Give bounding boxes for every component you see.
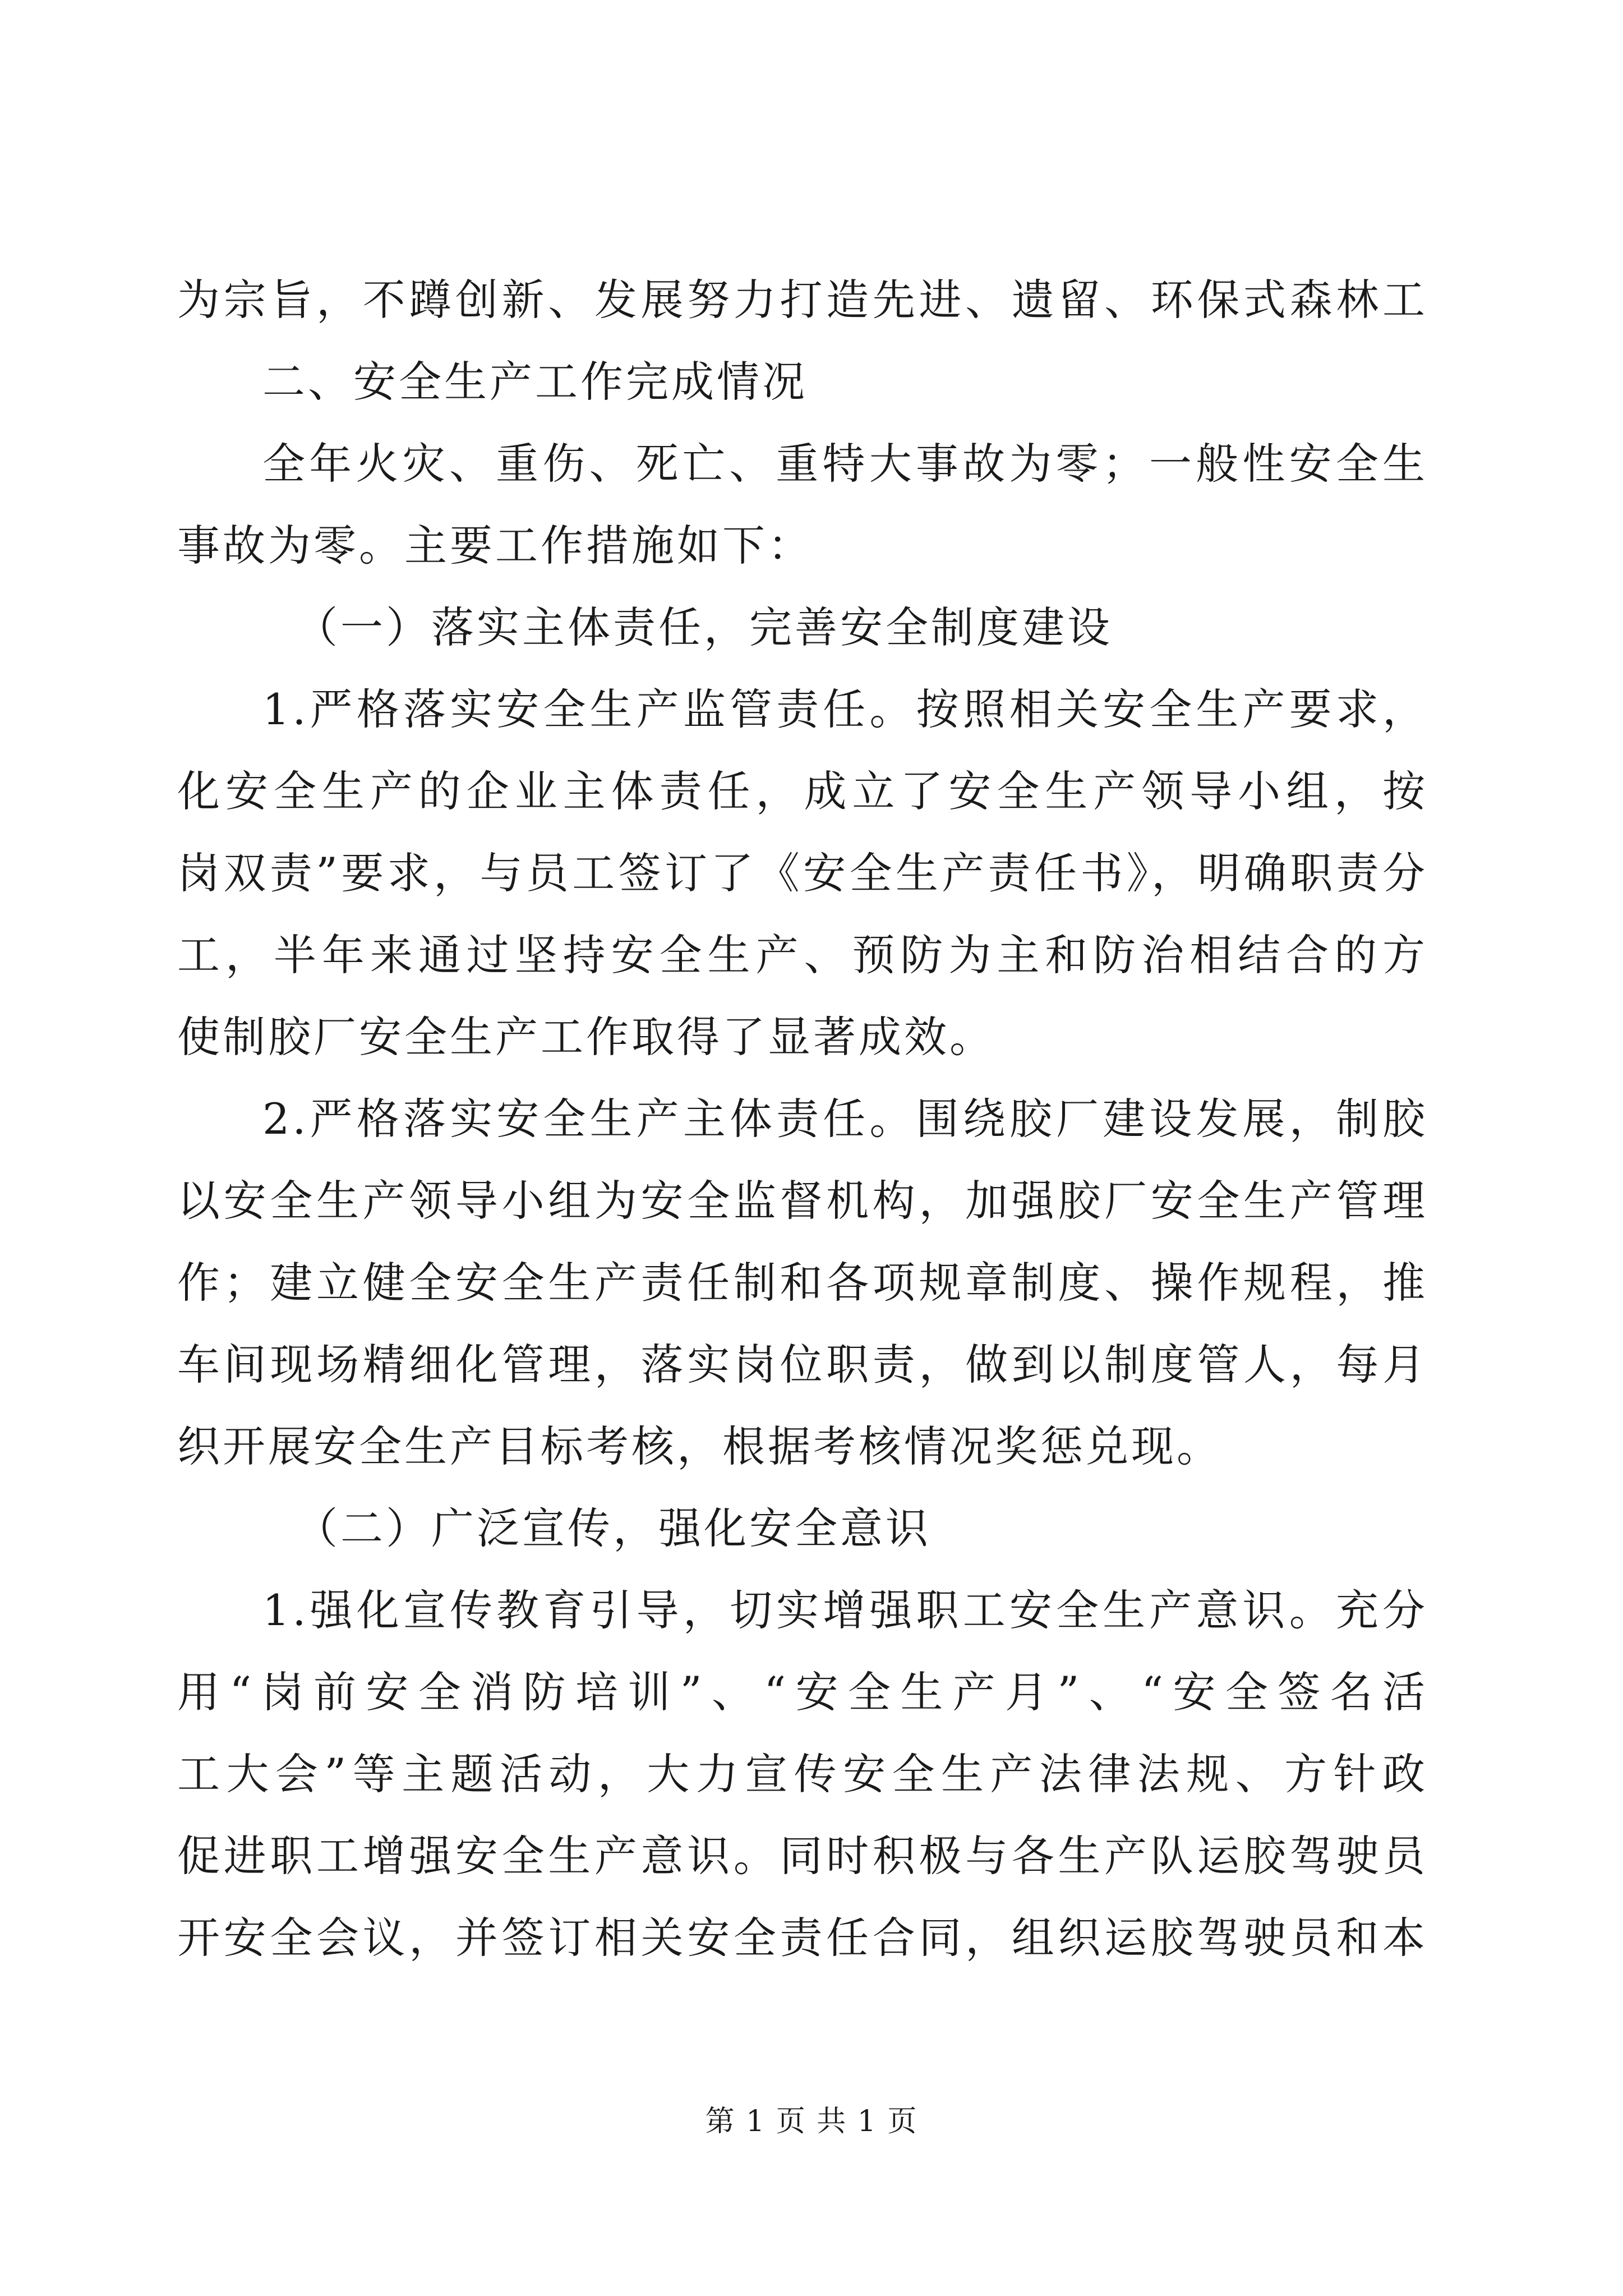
paragraph-line: 用“岗前安全消防培训”、“安全生产月”、“安全签名活 (177, 1667, 1428, 1717)
paragraph-line: 岗双责”要求，与员工签订了《安全生产责任书》，明确职责分 (177, 848, 1428, 898)
section-heading: 二、安全生产工作完成情况 (262, 357, 808, 407)
paragraph-line: 作；建立健全安全生产责任制和各项规章制度、操作规程，推 (177, 1258, 1428, 1308)
paragraph-line: 促进职工增强安全生产意识。同时积极与各生产队运胶驾驶员 (177, 1831, 1428, 1881)
subsection-heading: （二）广泛宣传，强化安全意识 (295, 1503, 931, 1553)
subsection-heading: （一）落实主体责任，完善安全制度建设 (295, 602, 1113, 652)
paragraph-line: 1.强化宣传教育引导，切实增强职工安全生产意识。充分 (262, 1585, 1428, 1635)
page-number-label: 第 1 页 共 1 页 (705, 2105, 918, 2138)
paragraph-line: 2.严格落实安全生产主体责任。围绕胶厂建设发展，制胶 (262, 1094, 1428, 1144)
paragraph-line: 以安全生产领导小组为安全监督机构，加强胶厂安全生产管理 (177, 1176, 1428, 1226)
paragraph-line: 织开展安全生产目标考核，根据考核情况奖惩兑现。 (177, 1421, 1222, 1471)
paragraph-line: 事故为零。主要工作措施如下： (177, 521, 813, 570)
paragraph-line: 工大会”等主题活动，大力宣传安全生产法律法规、方针政 (177, 1749, 1428, 1799)
page-footer (0, 2099, 1623, 2144)
paragraph-line: 工，半年来通过坚持安全生产、预防为主和防治相结合的方 (177, 930, 1428, 980)
paragraph-line: 为宗旨，不蹲创新、发展努力打造先进、遗留、环保式森林工 (177, 275, 1428, 325)
paragraph-line: 使制胶厂安全生产工作取得了显著成效。 (177, 1012, 995, 1062)
paragraph-line: 开安全会议，并签订相关安全责任合同，组织运胶驾驶员和本 (177, 1913, 1428, 1963)
document-body (177, 259, 1428, 1979)
paragraph-line: 化安全生产的企业主体责任，成立了安全生产领导小组，按 (177, 766, 1428, 816)
paragraph-line: 1.严格落实安全生产监管责任。按照相关安全生产要求， (262, 684, 1428, 734)
paragraph-line: 车间现场精细化管理，落实岗位职责，做到以制度管人，每月 (177, 1340, 1428, 1389)
paragraph-line: 全年火灾、重伤、死亡、重特大事故为零；一般性安全生 (262, 439, 1428, 489)
